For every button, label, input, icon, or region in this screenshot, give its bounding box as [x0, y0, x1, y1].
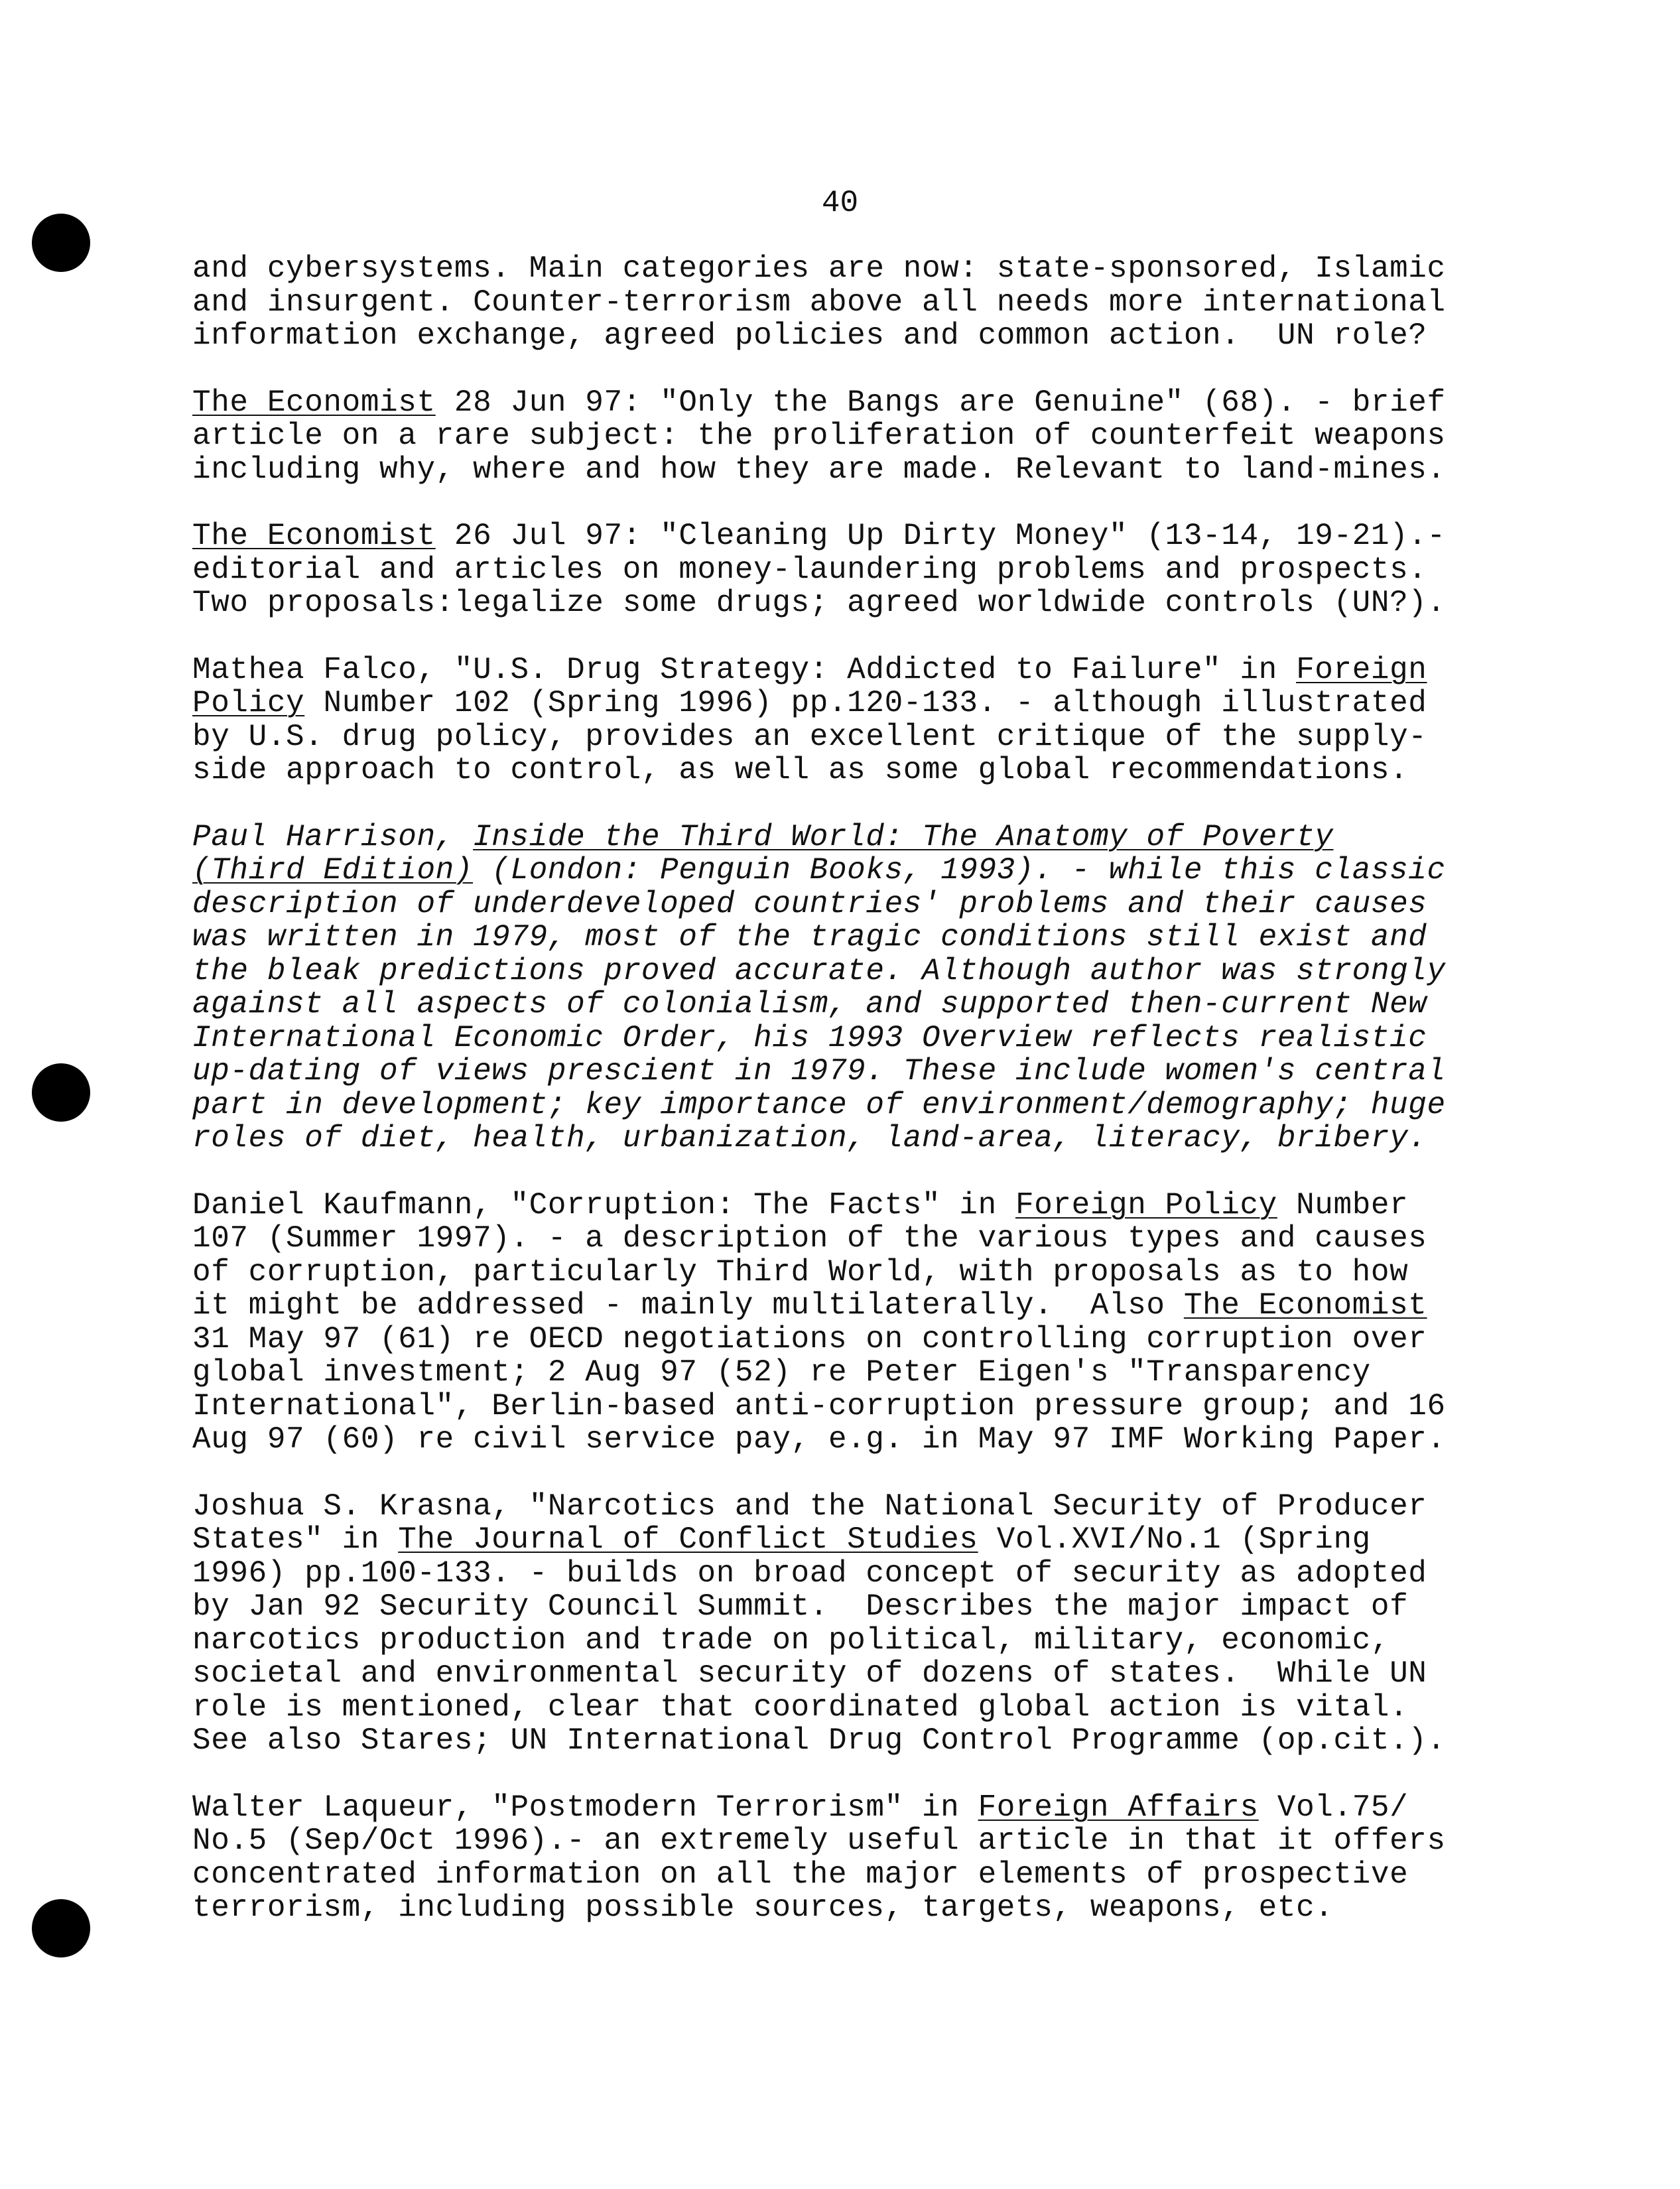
- entry-line: [192, 586, 1492, 620]
- text-segment: Joshua S. Krasna, "Narcotics and the National Security of Producer: [192, 1489, 1427, 1524]
- underlined-title: (Third Edition): [192, 853, 474, 888]
- text-segment: information exchange, agreed policies and common action. UN role?: [192, 318, 1427, 353]
- text-segment: Paul Harrison,: [192, 819, 474, 854]
- entry-line: [192, 1624, 1492, 1658]
- bibliography-entry-kaufmann: [192, 1189, 1492, 1457]
- text-segment: concentrated information on all the major elements of prospective: [192, 1857, 1409, 1892]
- underlined-title: The Economist: [1183, 1288, 1427, 1323]
- text-segment: by Jan 92 Security Council Summit. Describes the major impact of: [192, 1589, 1409, 1624]
- entry-line: [192, 653, 1492, 687]
- text-segment: International Economic Order, his 1993 Overview reflects realistic: [192, 1020, 1427, 1055]
- entry-line: [192, 1557, 1492, 1591]
- text-segment: against all aspects of colonialism, and supported then-current New: [192, 987, 1427, 1022]
- text-segment: and cybersystems. Main categories are now: state-sponsored, Islamic: [192, 251, 1446, 286]
- bibliography-entry-economist-money: [192, 519, 1492, 620]
- text-segment: part in development; key importance of environment/demography; huge: [192, 1087, 1446, 1122]
- text-segment: Aug 97 (60) re civil service pay, e.g. in May 97 IMF Working Paper.: [192, 1422, 1446, 1457]
- text-segment: the bleak predictions proved accurate. Although author was strongly: [192, 953, 1446, 988]
- underlined-title: The Economist: [192, 519, 436, 553]
- entry-line: [192, 1590, 1492, 1624]
- entry-line: [192, 854, 1492, 888]
- entry-line: [192, 1022, 1492, 1055]
- entry-line: [192, 453, 1492, 487]
- underlined-title: The Journal of Conflict Studies: [398, 1522, 978, 1557]
- text-segment: States" in: [192, 1522, 399, 1557]
- entry-line: [192, 988, 1492, 1022]
- underlined-title: Inside the Third World: The Anatomy of Poverty: [473, 819, 1334, 854]
- entry-line: [192, 419, 1492, 453]
- entry-line: [192, 1791, 1492, 1825]
- entry-line: [192, 1490, 1492, 1524]
- entry-line: [192, 1256, 1492, 1290]
- entry-line: [192, 286, 1492, 320]
- entry-line: [192, 319, 1492, 353]
- entry-line: [192, 553, 1492, 587]
- text-segment: Number 102 (Spring 1996) pp.120-133. - although illustrated: [304, 686, 1427, 720]
- entry-line: [192, 1289, 1492, 1323]
- text-segment: role is mentioned, clear that coordinated global action is vital.: [192, 1690, 1409, 1725]
- punch-hole-middle: [32, 1063, 90, 1122]
- text-segment: narcotics production and trade on political, military, economic,: [192, 1623, 1390, 1658]
- text-segment: No.5 (Sep/Oct 1996).- an extremely useful article in that it offers: [192, 1824, 1446, 1858]
- text-segment: editorial and articles on money-laundering problems and prospects.: [192, 552, 1427, 587]
- underlined-title: Foreign Affairs: [978, 1790, 1259, 1825]
- entry-line: [192, 1657, 1492, 1691]
- entry-line: [192, 1858, 1492, 1892]
- entry-line: [192, 252, 1492, 286]
- bibliography-entry-harrison: [192, 821, 1492, 1156]
- page-number: 40: [821, 186, 859, 220]
- text-segment: Number: [1277, 1187, 1409, 1223]
- entry-line: [192, 1390, 1492, 1424]
- entry-line: [192, 754, 1492, 787]
- bibliography-entry-laqueur: [192, 1791, 1492, 1925]
- text-segment: including why, where and how they are made. Relevant to land-mines.: [192, 452, 1446, 487]
- entry-line: [192, 1055, 1492, 1089]
- bibliography-entry-falco: [192, 653, 1492, 787]
- text-segment: terrorism, including possible sources, targets, weapons, etc.: [192, 1890, 1334, 1925]
- entry-line: [192, 1691, 1492, 1725]
- text-segment: description of underdeveloped countries' problems and their causes: [192, 886, 1427, 921]
- text-segment: 28 Jun 97: "Only the Bangs are Genuine" (68). - brief: [435, 385, 1446, 420]
- text-segment: societal and environmental security of dozens of states. While UN: [192, 1656, 1427, 1691]
- entry-line: [192, 821, 1492, 854]
- text-segment: 26 Jul 97: "Cleaning Up Dirty Money" (13-14, 19-21).-: [435, 519, 1446, 553]
- text-segment: See also Stares; UN International Drug Control Programme (op.cit.).: [192, 1723, 1446, 1758]
- text-segment: it might be addressed - mainly multilaterally. Also: [192, 1288, 1184, 1323]
- entry-line: [192, 1356, 1492, 1390]
- entry-line: [192, 386, 1492, 420]
- entry-line: [192, 888, 1492, 921]
- entry-line: [192, 1323, 1492, 1357]
- entry-line: [192, 1724, 1492, 1758]
- text-segment: up-dating of views prescient in 1979. These include women's central: [192, 1054, 1446, 1089]
- text-segment: Walter Laqueur, "Postmodern Terrorism" in: [192, 1790, 978, 1825]
- text-segment: Two proposals:legalize some drugs; agreed worldwide controls (UN?).: [192, 586, 1446, 620]
- entry-line: [192, 1523, 1492, 1557]
- entry-line: [192, 687, 1492, 720]
- entry-line: [192, 1891, 1492, 1925]
- entry-line: [192, 1824, 1492, 1858]
- underlined-title: Foreign: [1296, 652, 1427, 687]
- text-segment: roles of diet, health, urbanization, land-area, literacy, bribery.: [192, 1121, 1427, 1156]
- underlined-title: Foreign Policy: [1015, 1187, 1277, 1223]
- entry-line: [192, 1122, 1492, 1156]
- bibliography-entry-cybersystems: [192, 252, 1492, 353]
- text-segment: (London: Penguin Books, 1993). - while this classic: [473, 853, 1446, 888]
- text-segment: 107 (Summer 1997). - a description of the various types and causes: [192, 1221, 1427, 1256]
- entry-line: [192, 519, 1492, 553]
- text-segment: by U.S. drug policy, provides an excellent critique of the supply-: [192, 719, 1427, 754]
- bibliography-entry-krasna: [192, 1490, 1492, 1758]
- text-segment: Mathea Falco, "U.S. Drug Strategy: Addicted to Failure" in: [192, 652, 1297, 687]
- text-segment: global investment; 2 Aug 97 (52) re Peter Eigen's "Transparency: [192, 1355, 1371, 1390]
- text-segment: Daniel Kaufmann, "Corruption: The Facts" in: [192, 1187, 1015, 1223]
- entry-line: [192, 921, 1492, 955]
- text-segment: of corruption, particularly Third World, with proposals as to how: [192, 1254, 1409, 1290]
- bibliography-entry-economist-bangs: [192, 386, 1492, 487]
- entry-line: [192, 720, 1492, 754]
- text-segment: Vol.XVI/No.1 (Spring: [978, 1522, 1371, 1557]
- text-segment: Vol.75/: [1258, 1790, 1409, 1825]
- underlined-title: The Economist: [192, 385, 436, 420]
- text-segment: article on a rare subject: the proliferation of counterfeit weapons: [192, 419, 1446, 453]
- text-segment: side approach to control, as well as some global recommendations.: [192, 753, 1409, 787]
- text-segment: International", Berlin-based anti-corruption pressure group; and 16: [192, 1388, 1446, 1424]
- entry-line: [192, 1189, 1492, 1223]
- underlined-title: Policy: [192, 686, 305, 720]
- punch-hole-bottom: [32, 1899, 90, 1957]
- text-segment: was written in 1979, most of the tragic conditions still exist and: [192, 920, 1427, 955]
- bibliography-list: [192, 252, 1492, 1958]
- entry-line: [192, 1423, 1492, 1457]
- entry-line: [192, 1222, 1492, 1256]
- text-segment: 1996) pp.100-133. - builds on broad concept of security as adopted: [192, 1556, 1427, 1591]
- entry-line: [192, 955, 1492, 988]
- entry-line: [192, 1089, 1492, 1122]
- text-segment: 31 May 97 (61) re OECD negotiations on controlling corruption over: [192, 1321, 1427, 1357]
- text-segment: and insurgent. Counter-terrorism above all needs more international: [192, 285, 1446, 320]
